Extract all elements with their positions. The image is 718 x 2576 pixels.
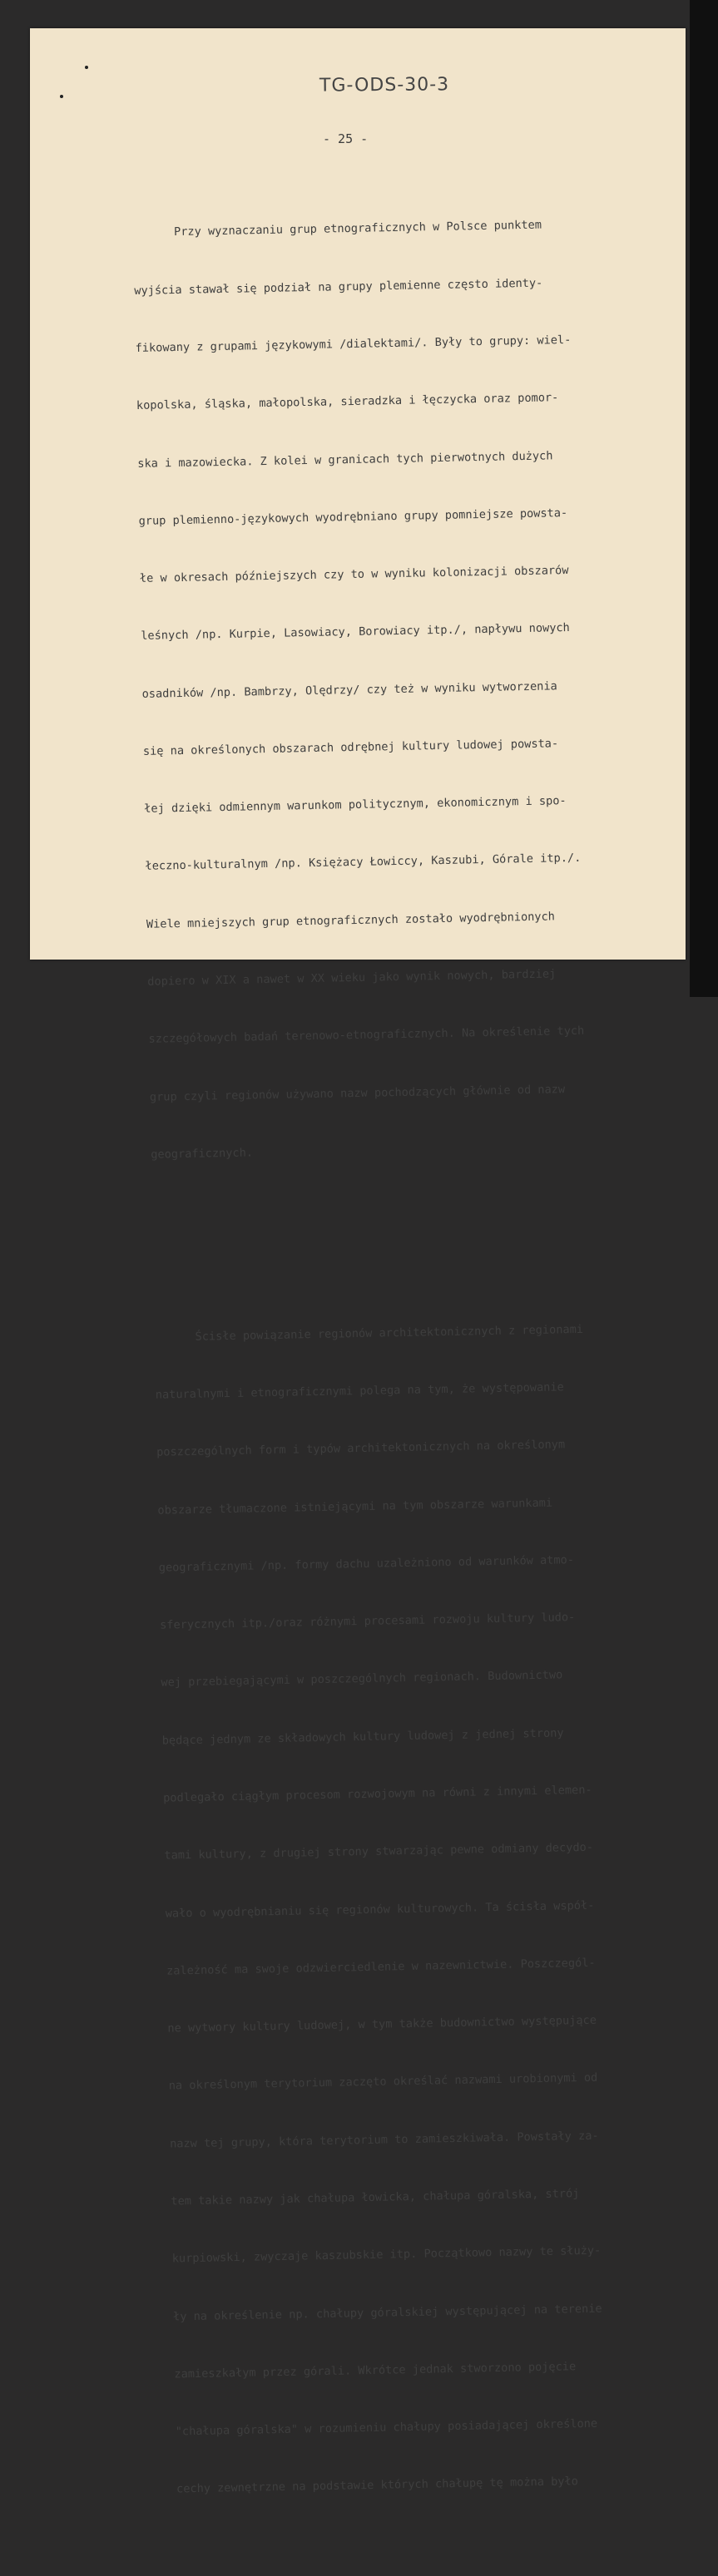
document-page — [30, 28, 686, 2496]
text-line: fikowany z grupami językowymi /dialektami/. Były to grupy: wiel- — [135, 333, 572, 355]
archive-reference: TG-ODS-30-3 — [319, 74, 450, 96]
text-line: Wiele mniejszych grup etnograficznych zostało wyodrębnionych — [146, 910, 556, 931]
text-line: nazw tej grupy, która terytorium to zamieszkiwała. Powstały za- — [169, 2129, 599, 2151]
text-line: szczegółowych badań terenowo-etnograficznych. Na określenie tych — [148, 1024, 585, 1047]
text-line: ne wytwory kultury ludowej, w tym także budownictwo występujące — [167, 2013, 597, 2036]
text-line: wało o wyodrębnianiu się regionów kulturowych. Ta ścisła współ- — [165, 1898, 595, 1921]
paragraph-gap — [152, 1231, 685, 1251]
text-line: łe w okresach późniejszych czy to w wyniku kolonizacji obszarów — [139, 564, 569, 585]
text-line: obszarze tłumaczone istniejącymi na tym obszarze warunkami — [157, 1496, 553, 1517]
text-line: sferycznych itp./oraz różnymi procesami rozwoju kultury ludo- — [159, 1611, 576, 1632]
text-line: osadników /np. Bambrzy, Olędrzy/ czy też w wyniku wytworzenia — [141, 679, 557, 701]
text-line: zamieszkałym przez górali. Wkrótce jednak stworzono pojęcie — [174, 2360, 577, 2381]
page-number: - 25 - — [323, 131, 369, 146]
text-line: będące jednym ze składowych kultury ludowej z jednej strony — [161, 1726, 564, 1748]
text-line: geograficznych. — [151, 1146, 254, 1162]
text-line: "chałupa góralska" w rozumieniu chałupy posiadającej określone — [175, 2416, 598, 2439]
ink-dot — [85, 66, 88, 69]
background-edge — [690, 0, 718, 997]
text-line: tem takie nazwy jak chałupa łowicka, chałupa góralska, strój — [171, 2187, 580, 2208]
text-line: podlegało ciągłym procesom rozwojowym na równi z innymi elemen- — [162, 1783, 592, 1805]
text-line: wej przebiegającymi w poszczególnych regionach. Budownictwo — [161, 1668, 563, 1690]
text-line: zależność ma swoje odzwierciedlenie w nazewnictwie. Poszczegól- — [166, 1956, 596, 1978]
text-line: wyjścia stawał się podział na grupy plemienne często identy- — [134, 276, 543, 298]
paragraph-2 — [153, 1280, 710, 2538]
paragraph-1 — [132, 175, 684, 1203]
text-line: na określonym terytorium zaczęto określać nazwami urobionymi od — [168, 2071, 598, 2093]
text-line: łeczno-kulturalnym /np. Księżacy Łowiccy, Kaszubi, Górale itp./. — [145, 851, 582, 874]
text-line: dopiero w XIX a nawet w XX wieku jako wynik nowych, bardziej — [147, 967, 557, 989]
text-line: grup plemienno-językowych wyodrębniano grupy pomniejsze powsta- — [138, 506, 568, 528]
ink-dot — [60, 95, 63, 98]
text-line: kurpiowski, zwyczaje kaszubskie itp. Początkowo nazwy te służy- — [171, 2243, 602, 2266]
text-line: tami kultury, z drugiej strony stwarzając pewne odmiany decydo- — [164, 1840, 594, 1863]
text-line: kopolska, śląska, małopolska, sieradzka i łęczycka oraz pomor- — [136, 391, 559, 413]
text-line: naturalnymi i etnograficznymi polega na tym, że występowanie — [155, 1380, 564, 1402]
text-line: się na określonych obszarach odrębnej kultury ludowej powsta- — [142, 737, 559, 758]
text-line: Przy wyznaczaniu grup etnograficznych w Polsce punktem — [132, 218, 542, 240]
text-line: poszczególnych form i typów architektonicznych na określonym — [156, 1438, 566, 1459]
text-line: cechy zewnętrzne na podstawie których chałupę tę można było — [176, 2475, 579, 2496]
text-line: łej dzięki odmiennym warunkom politycznym, ekonomicznym i spo- — [144, 794, 567, 817]
body-text — [131, 137, 711, 2576]
text-line: ły na określenie np. chałupy góralskiej występującej na terenie — [172, 2302, 602, 2324]
text-line: ska i mazowiecka. Z kolei w granicach tych pierwotnych dużych — [137, 448, 553, 471]
text-line: geograficznymi /np. formy dachu uzależniono od warunków atmo- — [158, 1552, 575, 1575]
text-line: leśnych /np. Kurpie, Lasowiacy, Borowiacy itp./, napływu nowych — [141, 621, 570, 644]
text-line: Ścisłe powiązanie regionów architektonicznych z regionami — [154, 1322, 584, 1345]
text-line: grup czyli regionów używano nazw pochodzących głównie od nazw — [149, 1082, 566, 1104]
